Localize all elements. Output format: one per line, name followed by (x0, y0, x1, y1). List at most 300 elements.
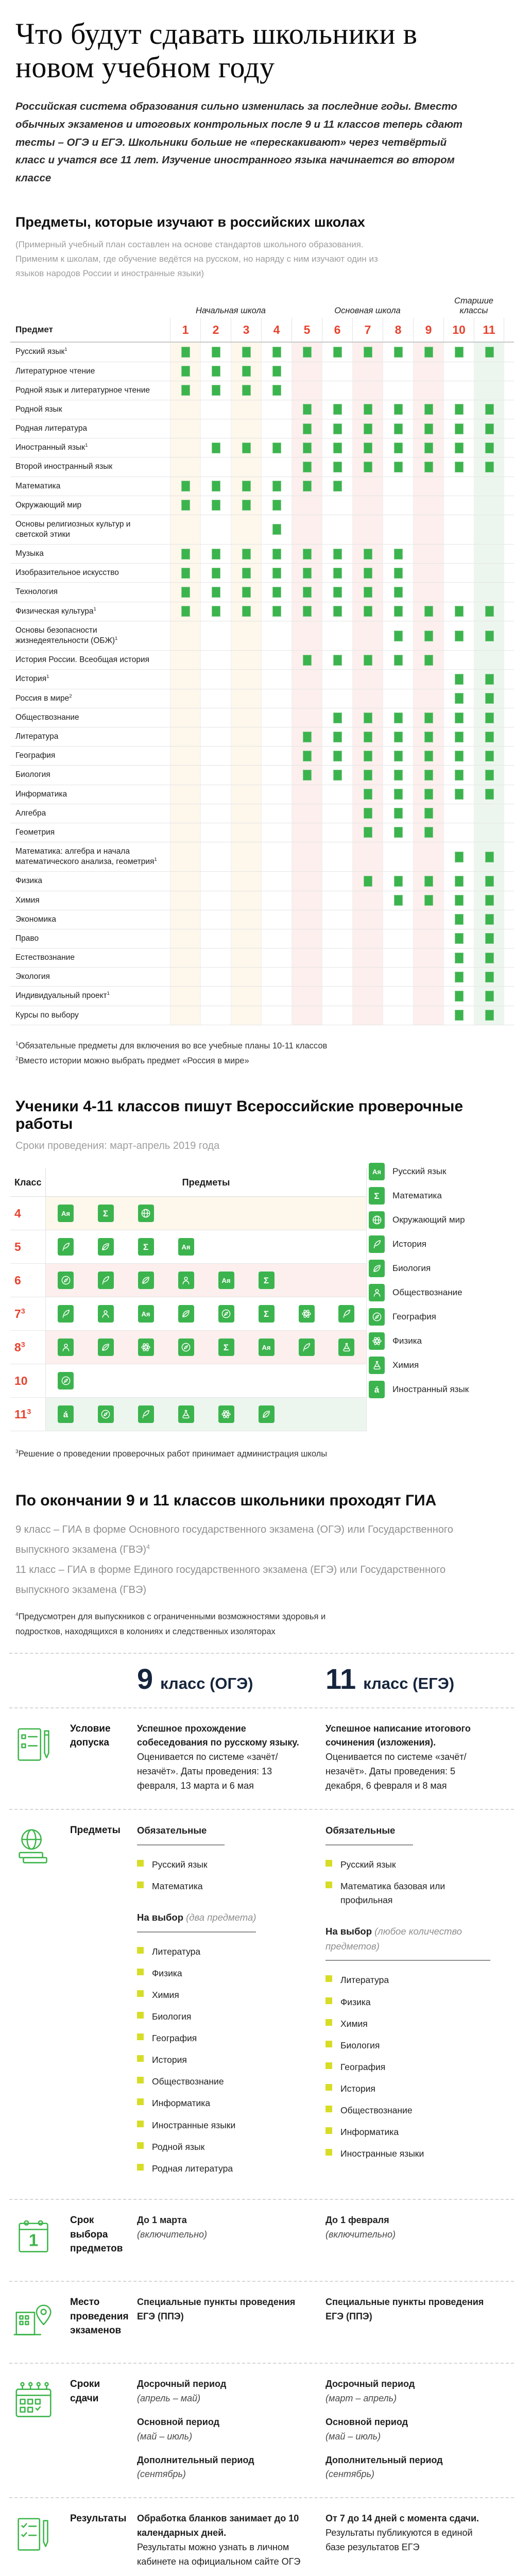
grade-cell (231, 872, 261, 890)
check-square (485, 770, 494, 781)
grade-cell (383, 823, 413, 842)
grade-cell (231, 948, 261, 967)
stage-group-label: Старшие классы (454, 296, 493, 316)
check-square (394, 549, 403, 560)
vpr-cell (246, 1364, 286, 1397)
check-square (303, 462, 312, 472)
grade-cell (170, 602, 200, 621)
grade-cell (292, 602, 322, 621)
grade-cell (170, 670, 200, 688)
grade-cell (413, 496, 443, 515)
grade-cell (261, 823, 292, 842)
grade-cell (322, 842, 352, 871)
check-square (424, 462, 433, 472)
grade-cell (200, 381, 231, 400)
physics-icon (138, 1338, 154, 1356)
grade-cell (231, 621, 261, 650)
subject-label (10, 968, 170, 986)
check-square (242, 443, 251, 453)
check-square (212, 481, 220, 492)
grade-cell (261, 343, 292, 361)
check-square (424, 895, 433, 906)
subject-label (10, 477, 170, 496)
subject-label (10, 457, 170, 476)
check-square (212, 568, 220, 579)
grade-cell (443, 785, 474, 804)
math-icon (259, 1272, 275, 1289)
subject-column-header: Предмет (15, 325, 53, 335)
check-square (364, 462, 372, 472)
gia-row-label (70, 1722, 137, 1793)
grade-cell (474, 1006, 504, 1025)
check-square (455, 972, 464, 982)
grade-cell (170, 583, 200, 601)
check-square (394, 655, 403, 666)
deadline-icon (9, 2213, 70, 2265)
grade-cell (383, 381, 413, 400)
legend-item (369, 1235, 469, 1253)
subject-row (10, 872, 514, 891)
grade-cell (292, 785, 322, 804)
subject-label (10, 785, 170, 804)
grade-cell (443, 419, 474, 438)
bullet-icon (325, 2106, 332, 2112)
grade-cell (413, 400, 443, 419)
grade-cell (352, 872, 383, 890)
grade-cell (200, 872, 231, 890)
vpr-cell (327, 1331, 367, 1364)
vpr-cell (206, 1230, 246, 1263)
gia-ege-cell (325, 2512, 514, 2569)
grade-cell (292, 545, 322, 563)
grade-cell (292, 583, 322, 601)
subject-row (10, 948, 514, 968)
grade-cell (474, 766, 504, 784)
subject-row (10, 804, 514, 823)
legend-label: История (392, 1239, 426, 1249)
check-square (212, 606, 220, 617)
grade-cell (261, 968, 292, 986)
grade-cell (352, 400, 383, 419)
grade-cell (200, 689, 231, 708)
check-square (424, 347, 433, 358)
grade-cell (231, 496, 261, 515)
check-square (242, 549, 251, 560)
physics-icon (218, 1405, 234, 1423)
table-footnotes (15, 1039, 499, 1069)
geography-icon (369, 1308, 385, 1326)
spacer (137, 2406, 302, 2415)
gia-row-label-text: Предметы (70, 1824, 121, 1836)
grade-cell (352, 651, 383, 669)
bullet-icon (137, 2077, 144, 2083)
subject-row (10, 727, 514, 747)
grade-cell (261, 477, 292, 496)
bullet-icon (325, 2127, 332, 2134)
grade-cell (200, 804, 231, 823)
grade-cell (474, 515, 504, 544)
grade-cell (474, 583, 504, 601)
gia-oge-cell (137, 2213, 325, 2265)
list-item-label: Химия (340, 2018, 368, 2029)
text-paragraph: (апрель – май) (137, 2393, 201, 2403)
check-square (181, 347, 190, 358)
grade-cell (292, 515, 322, 544)
list-item (137, 2053, 302, 2067)
grade-cell (474, 602, 504, 621)
subject-row (10, 400, 514, 419)
grade-cell (292, 457, 322, 476)
grade-cell (352, 929, 383, 948)
grade-cell (261, 651, 292, 669)
text-paragraph: Дополнительный период (137, 2454, 254, 2465)
vpr-cell (126, 1264, 166, 1297)
list-subheader: Обязательные (325, 1823, 413, 1845)
grade-cell (292, 477, 322, 496)
biology-icon (259, 1405, 275, 1423)
vpr-cell (85, 1331, 126, 1364)
check-square (394, 404, 403, 415)
grade-cell (383, 670, 413, 688)
grade-cell (200, 477, 231, 496)
bullet-icon (325, 1975, 332, 1982)
check-square (242, 587, 251, 598)
gia-oge-cell (137, 1722, 325, 1793)
grade-cell (170, 381, 200, 400)
math-icon (369, 1187, 385, 1205)
check-square (181, 366, 190, 377)
section-title: Предметы, которые изучают в российских школах (15, 214, 365, 230)
grade-cell (352, 785, 383, 804)
check-square (303, 549, 312, 560)
check-square (485, 852, 494, 862)
grade-cell (292, 400, 322, 419)
gia-column-header-ege: 11 класс (ЕГЭ) (325, 1662, 455, 1695)
gia-row-label-text: Условие допуска (70, 1723, 111, 1749)
grade-cell (292, 948, 322, 967)
list-item-label: Родная литература (152, 2163, 233, 2174)
subject-label-text: Технология (15, 587, 58, 597)
vpr-cell (45, 1297, 85, 1330)
grade-cell (443, 910, 474, 929)
subject-label-text: Основы религиозных культур и светской этики (15, 519, 131, 539)
grade-cell (474, 362, 504, 381)
grade-number-header: 11 (474, 318, 504, 342)
bullet-icon (325, 1860, 332, 1867)
subjects-column-header: Предметы (45, 1168, 367, 1196)
section-school-subjects (0, 214, 514, 1069)
grade-cell (261, 948, 292, 967)
grade-cell (383, 457, 413, 476)
subject-row (10, 747, 514, 766)
check-square (333, 347, 342, 358)
grade-cell (443, 651, 474, 669)
subject-row (10, 1006, 514, 1025)
subject-label (10, 842, 170, 871)
check-square (485, 991, 494, 1002)
grade-cell (231, 477, 261, 496)
legend-label: География (392, 1312, 436, 1322)
grade-cell (170, 545, 200, 563)
spacer (137, 2444, 302, 2453)
stage-group-label: Начальная школа (196, 306, 266, 316)
grade-cell (200, 708, 231, 727)
check-square (364, 655, 372, 666)
grade-cell (200, 891, 231, 910)
geography-icon (218, 1305, 234, 1323)
math-icon (138, 1238, 154, 1256)
check-square (364, 423, 372, 434)
grade-cell (200, 987, 231, 1005)
check-square (455, 462, 464, 472)
check-square (333, 423, 342, 434)
check-square (181, 500, 190, 511)
grade-cell (413, 727, 443, 746)
subject-label (10, 708, 170, 727)
vpr-cell (166, 1331, 206, 1364)
grade-cell (352, 670, 383, 688)
grade-cell (200, 785, 231, 804)
grade-cell (261, 362, 292, 381)
list-item-label: Химия (152, 1989, 179, 2000)
social-icon (58, 1338, 74, 1356)
check-square (272, 606, 281, 617)
grade-cell (292, 804, 322, 823)
vpr-cell (286, 1197, 327, 1230)
grade-cell (170, 419, 200, 438)
list-item (325, 1879, 490, 1907)
world-icon (369, 1211, 385, 1229)
vpr-cell (85, 1364, 126, 1397)
grade-cell (413, 515, 443, 544)
gia-row-subjects (9, 1810, 514, 2199)
grade-cell (170, 496, 200, 515)
check-square (485, 631, 494, 641)
text-paragraph: Досрочный период (137, 2378, 227, 2389)
grade-cell (292, 929, 322, 948)
gia-column-headers (9, 1654, 514, 1707)
subheader-wrap (325, 1823, 490, 1858)
school-subjects-table (10, 296, 514, 1025)
grade-cell (383, 583, 413, 601)
grade-cell (292, 564, 322, 582)
grade-cell (261, 602, 292, 621)
grade-cell (383, 515, 413, 544)
icon-glyph: á (63, 1409, 68, 1419)
grade-cell (292, 891, 322, 910)
subject-label (10, 496, 170, 515)
grade-cell (352, 891, 383, 910)
vpr-row (10, 1331, 367, 1364)
bullet-icon (137, 2012, 144, 2019)
grade-cell (322, 1006, 352, 1025)
grade-cell (383, 910, 413, 929)
vpr-row (10, 1230, 367, 1264)
check-square (333, 568, 342, 579)
section-title: Ученики 4-11 классов пишут Всероссийские проверочные работы (15, 1098, 464, 1133)
grade-cell (170, 948, 200, 967)
list-subheader: Обязательные (137, 1823, 225, 1845)
grade-cell (170, 651, 200, 669)
grade-cell (200, 515, 231, 544)
list-item-label: Русский язык (152, 1859, 208, 1870)
grade-cell (443, 381, 474, 400)
grade-cell (352, 583, 383, 601)
grade-cell (474, 621, 504, 650)
gia-row-label (70, 2213, 137, 2265)
grade-cell (322, 438, 352, 457)
grade-cell (443, 823, 474, 842)
vpr-cell (166, 1364, 206, 1397)
subject-label (10, 804, 170, 823)
grade-cell (322, 766, 352, 784)
grades-header-row (10, 318, 514, 343)
grade-cell (443, 583, 474, 601)
check-square (394, 568, 403, 579)
bullet-icon (325, 2019, 332, 2026)
grade-cell (474, 727, 504, 746)
check-square (212, 587, 220, 598)
subject-row (10, 477, 514, 496)
check-square (455, 770, 464, 781)
grade-cell (292, 987, 322, 1005)
history-icon (338, 1305, 354, 1323)
subject-label (10, 381, 170, 400)
foreign-icon (58, 1405, 74, 1423)
check-square (364, 827, 372, 838)
vpr-cell (246, 1230, 286, 1263)
grade-number-header: 6 (322, 318, 352, 342)
grade-cell (474, 910, 504, 929)
grade-cell (383, 496, 413, 515)
subject-row (10, 689, 514, 708)
grade-cell (322, 910, 352, 929)
vpr-cell (246, 1197, 286, 1230)
legend-label: Химия (392, 1360, 419, 1370)
grade-cell (292, 496, 322, 515)
grade-cell (261, 621, 292, 650)
grade-cell (292, 823, 322, 842)
grade-number: $8^3$ (14, 1340, 25, 1354)
grade-cell (383, 872, 413, 890)
gia-row-location (9, 2282, 514, 2363)
subject-label-text: Обществознание (15, 713, 79, 722)
grade-cell (474, 564, 504, 582)
grade-cell (413, 968, 443, 986)
text-paragraph: Специальные пункты проведения ЕГЭ (ППЭ) (325, 2296, 484, 2321)
legend-item (369, 1308, 469, 1326)
vpr-cell (85, 1398, 126, 1431)
list-item-label: Математика (152, 1880, 203, 1891)
check-square (455, 423, 464, 434)
grade-cell (383, 343, 413, 361)
vpr-grade-label (10, 1364, 45, 1397)
grade-cell (413, 823, 443, 842)
text-paragraph: Результаты публикуются в единой базе результатов ЕГЭ (325, 2528, 473, 2553)
check-square (333, 587, 342, 598)
stage-groups-row (10, 296, 514, 318)
grade-cell (352, 823, 383, 842)
check-square (242, 347, 251, 358)
grade-cell (443, 987, 474, 1005)
check-square (242, 481, 251, 492)
check-square (455, 1010, 464, 1021)
russian-icon (58, 1205, 74, 1222)
russian-icon (369, 1163, 385, 1180)
grade-cell (443, 602, 474, 621)
subject-label (10, 823, 170, 842)
list-item (325, 2039, 490, 2053)
grade-cell (383, 400, 413, 419)
grade-cell (322, 400, 352, 419)
vpr-cell (166, 1197, 206, 1230)
check-square (424, 631, 433, 641)
grade-cell (352, 689, 383, 708)
grade-cell (383, 727, 413, 746)
grade-cell (231, 823, 261, 842)
grade-cell (261, 891, 292, 910)
check-square (485, 674, 494, 685)
grade-cell (474, 670, 504, 688)
bullet-icon (137, 1947, 144, 1954)
grade-cell (231, 670, 261, 688)
vpr-cell (246, 1264, 286, 1297)
list-item-label: Литература (340, 1975, 389, 1986)
check-square (394, 606, 403, 617)
spacer (70, 1666, 137, 1693)
grade-cell (261, 708, 292, 727)
icon-glyph: Σ (263, 1275, 269, 1285)
grade-cell (322, 362, 352, 381)
grade-cell (474, 872, 504, 890)
check-square (364, 347, 372, 358)
vpr-cell (286, 1398, 327, 1431)
list-item-label: История (152, 2055, 187, 2065)
check-square (242, 366, 251, 377)
grade-cell (170, 804, 200, 823)
grade-cell (443, 708, 474, 727)
russian-icon (259, 1338, 275, 1356)
subject-label-text: Литературное чтение (15, 366, 95, 376)
geography-icon (178, 1338, 194, 1356)
subheader-wrap (137, 1823, 302, 1858)
chemistry-icon (338, 1338, 354, 1356)
check-square (364, 876, 372, 887)
list-item (137, 2031, 302, 2045)
check-square (364, 568, 372, 579)
grade-cell (322, 670, 352, 688)
grade-cell (170, 400, 200, 419)
check-square (394, 789, 403, 800)
subject-label-text: Информатика (15, 789, 67, 799)
text-paragraph: (включительно) (137, 2229, 208, 2240)
grade-cell (261, 929, 292, 948)
subject-label-text: Иностранный язык$^1$ (15, 443, 88, 452)
grade-cell (413, 564, 443, 582)
vpr-cell (166, 1398, 206, 1431)
list-item (137, 2010, 302, 2024)
grade-cell (261, 910, 292, 929)
grade-cell (474, 948, 504, 967)
subject-label-text: Курсы по выбору (15, 1010, 79, 1020)
russian-icon (138, 1305, 154, 1323)
grade-cell (383, 891, 413, 910)
subject-row (10, 362, 514, 381)
text-paragraph: От 7 до 14 дней с момента сдачи. (325, 2513, 479, 2524)
subject-label-text: Математика: алгебра и начала математического анализа, геометрия$^1$ (15, 847, 157, 867)
gia-column-header-oge: 9 класс (ОГЭ) (137, 1662, 253, 1695)
vpr-grade-label (10, 1197, 45, 1230)
